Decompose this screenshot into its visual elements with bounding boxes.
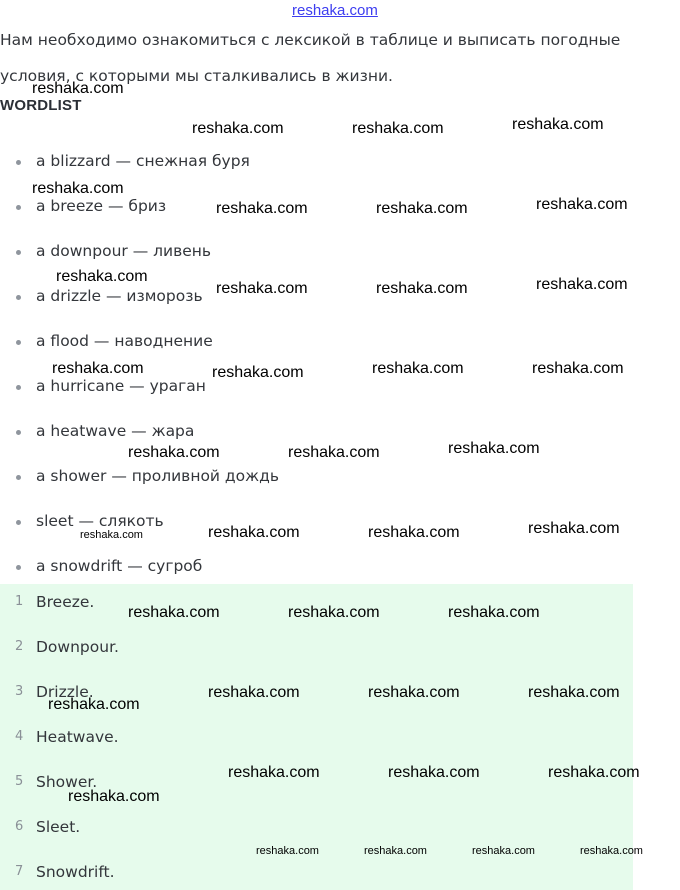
answer-number: 7: [15, 864, 24, 879]
answer-number: 4: [15, 729, 24, 744]
watermark: reshaka.com: [216, 200, 308, 217]
bullet-icon: [16, 205, 21, 210]
watermark: reshaka.com: [532, 360, 624, 377]
answer-number: 5: [15, 774, 24, 789]
watermark: reshaka.com: [372, 360, 464, 377]
watermark: reshaka.com: [128, 604, 220, 621]
bullet-icon: [16, 475, 21, 480]
watermark: reshaka.com: [376, 200, 468, 217]
answer-text: Shower.: [36, 773, 98, 791]
watermark: reshaka.com: [56, 268, 148, 285]
bullet-icon: [16, 520, 21, 525]
bullet-icon: [16, 340, 21, 345]
answer-number: 2: [15, 639, 24, 654]
watermark: reshaka.com: [536, 196, 628, 213]
watermark: reshaka.com: [216, 280, 308, 297]
watermark: reshaka.com: [256, 845, 319, 857]
watermark: reshaka.com: [80, 529, 143, 541]
watermark: reshaka.com: [208, 524, 300, 541]
bullet-icon: [16, 295, 21, 300]
watermark: reshaka.com: [288, 444, 380, 461]
watermark: reshaka.com: [208, 684, 300, 701]
site-link[interactable]: reshaka.com: [292, 2, 378, 19]
watermark: reshaka.com: [192, 120, 284, 137]
watermark: reshaka.com: [364, 845, 427, 857]
watermark: reshaka.com: [528, 684, 620, 701]
watermark: reshaka.com: [528, 520, 620, 537]
answer-text: Drizzle.: [36, 683, 94, 701]
watermark: reshaka.com: [48, 696, 140, 713]
watermark: reshaka.com: [536, 276, 628, 293]
watermark: reshaka.com: [52, 360, 144, 377]
watermark: reshaka.com: [128, 444, 220, 461]
watermark: reshaka.com: [580, 845, 643, 857]
intro-text: Нам необходимо ознакомиться с лексикой в таблице и выписать погодные условия, с которыми мы сталкивались в жизни.: [0, 31, 621, 85]
watermark: reshaka.com: [448, 440, 540, 457]
watermark: reshaka.com: [68, 788, 160, 805]
watermark: reshaka.com: [388, 764, 480, 781]
watermark: reshaka.com: [448, 604, 540, 621]
answer-text: Downpour.: [36, 638, 119, 656]
watermark: reshaka.com: [32, 180, 124, 197]
answer-text: Snowdrift.: [36, 863, 115, 881]
bullet-icon: [16, 385, 21, 390]
watermark: reshaka.com: [32, 80, 124, 97]
bullet-icon: [16, 250, 21, 255]
answer-number: 6: [15, 819, 24, 834]
watermark: reshaka.com: [548, 764, 640, 781]
watermark: reshaka.com: [212, 364, 304, 381]
bullet-icon: [16, 160, 21, 165]
answer-text: Sleet.: [36, 818, 81, 836]
watermark: reshaka.com: [512, 116, 604, 133]
answer-number: 1: [15, 594, 24, 609]
watermark: reshaka.com: [376, 280, 468, 297]
answer-text: Breeze.: [36, 593, 95, 611]
bullet-icon: [16, 565, 21, 570]
watermark: reshaka.com: [368, 684, 460, 701]
watermark: reshaka.com: [472, 845, 535, 857]
bullet-icon: [16, 430, 21, 435]
watermark: reshaka.com: [228, 764, 320, 781]
watermark: reshaka.com: [288, 604, 380, 621]
answer-text: Heatwave.: [36, 728, 119, 746]
wordlist-heading: WORDLIST: [0, 97, 82, 114]
watermark: reshaka.com: [368, 524, 460, 541]
answer-number: 3: [15, 684, 24, 699]
watermark: reshaka.com: [352, 120, 444, 137]
